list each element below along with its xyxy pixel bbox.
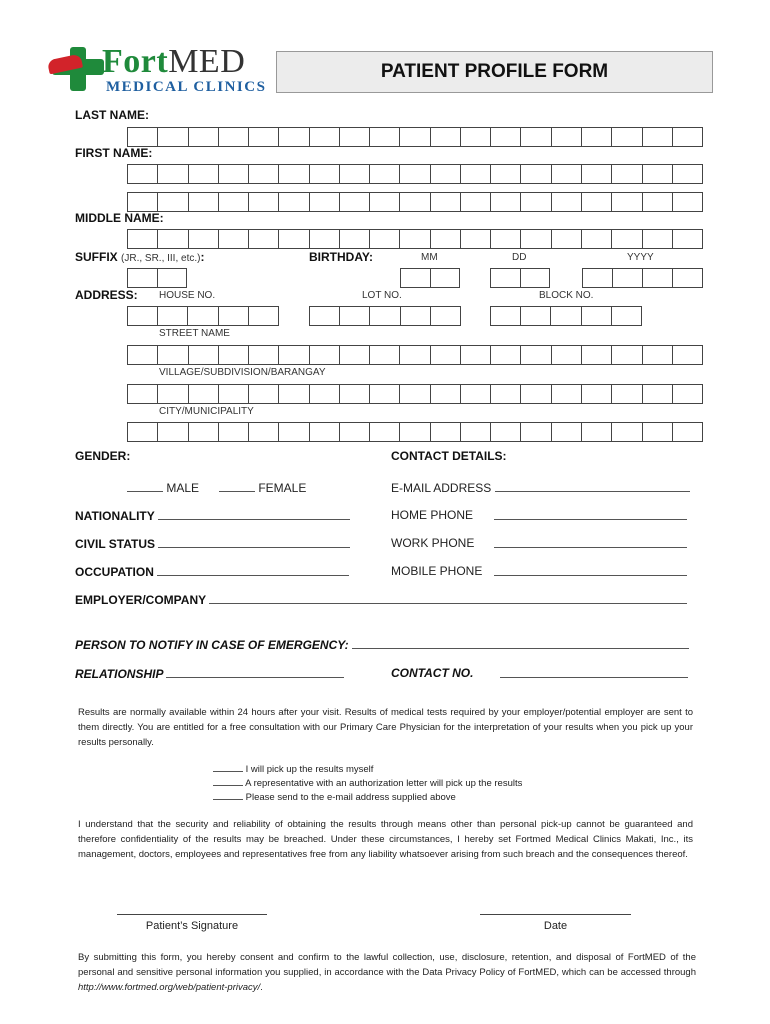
home-phone-line[interactable] (494, 508, 687, 520)
char-box[interactable] (158, 230, 188, 248)
char-box[interactable] (461, 165, 491, 183)
female-option[interactable]: FEMALE (219, 480, 306, 495)
char-box[interactable] (552, 230, 582, 248)
char-box[interactable] (431, 193, 461, 211)
results-paragraph: Results are normally available within 24 hours after your visit. Results of medical tests required by your employer/potential employer are sent to them directly. You are entitled for a free consultation with our Primary Care Physician for the interpretation of your results when you pick up your results personally. (78, 707, 693, 748)
char-box[interactable] (340, 165, 370, 183)
char-box[interactable] (340, 230, 370, 248)
block-no-boxes[interactable] (490, 306, 642, 326)
char-box[interactable] (128, 269, 158, 287)
char-box[interactable] (189, 165, 219, 183)
char-box[interactable] (673, 128, 702, 146)
work-phone-label: WORK PHONE (391, 536, 475, 550)
char-box[interactable] (249, 128, 279, 146)
char-box[interactable] (249, 307, 278, 325)
char-box[interactable] (612, 385, 642, 403)
char-box[interactable] (491, 385, 521, 403)
char-box[interactable] (431, 165, 461, 183)
male-option[interactable]: MALE (127, 480, 199, 495)
brand-name: FortMED (102, 43, 246, 80)
char-box[interactable] (401, 269, 431, 287)
char-box[interactable] (521, 385, 551, 403)
char-box[interactable] (552, 165, 582, 183)
char-box[interactable] (189, 346, 219, 364)
char-box[interactable] (189, 423, 219, 441)
house-no-boxes[interactable] (127, 306, 279, 326)
char-box[interactable] (582, 230, 612, 248)
char-box[interactable] (673, 423, 702, 441)
char-box[interactable] (219, 230, 249, 248)
char-box[interactable] (310, 423, 340, 441)
char-box[interactable] (310, 193, 340, 211)
char-box[interactable] (612, 346, 642, 364)
char-box[interactable] (612, 165, 642, 183)
char-box[interactable] (521, 128, 551, 146)
date-label: Date (543, 920, 568, 932)
char-box[interactable] (370, 165, 400, 183)
city-label: CITY/MUNICIPALITY (159, 406, 254, 417)
char-box[interactable] (552, 423, 582, 441)
char-box[interactable] (340, 346, 370, 364)
char-box[interactable] (582, 346, 612, 364)
char-box[interactable] (521, 193, 551, 211)
middle-name-boxes[interactable] (127, 229, 703, 249)
char-box[interactable] (189, 128, 219, 146)
char-box[interactable] (613, 269, 643, 287)
char-box[interactable] (128, 423, 158, 441)
block-no-label: BLOCK NO. (539, 290, 594, 301)
char-box[interactable] (158, 385, 188, 403)
char-box[interactable] (158, 307, 188, 325)
char-box[interactable] (340, 307, 370, 325)
char-box[interactable] (310, 346, 340, 364)
char-box[interactable] (491, 269, 521, 287)
char-box[interactable] (673, 165, 702, 183)
char-box[interactable] (219, 346, 249, 364)
suffix-boxes[interactable] (127, 268, 187, 288)
char-box[interactable] (370, 230, 400, 248)
char-box[interactable] (582, 307, 612, 325)
char-box[interactable] (128, 385, 158, 403)
char-box[interactable] (582, 165, 612, 183)
char-box[interactable] (340, 385, 370, 403)
char-box[interactable] (310, 230, 340, 248)
first-name-boxes-2[interactable] (127, 192, 703, 212)
lot-no-boxes[interactable] (309, 306, 461, 326)
char-box[interactable] (673, 346, 702, 364)
char-box[interactable] (491, 346, 521, 364)
char-box[interactable] (583, 269, 613, 287)
char-box[interactable] (643, 193, 673, 211)
pickup-option-myself[interactable]: I will pick up the results myself (213, 762, 373, 775)
char-box[interactable] (279, 165, 309, 183)
char-box[interactable] (279, 385, 309, 403)
pickup-option-representative[interactable]: A representative with an authorization letter will pick up the results (213, 776, 522, 789)
contact-no-line[interactable] (500, 666, 688, 678)
patient-signature-line[interactable] (117, 914, 267, 915)
char-box[interactable] (158, 193, 188, 211)
occupation-field[interactable]: OCCUPATION (75, 564, 349, 579)
char-box[interactable] (400, 230, 430, 248)
char-box[interactable] (279, 346, 309, 364)
char-box[interactable] (461, 128, 491, 146)
char-box[interactable] (279, 230, 309, 248)
char-box[interactable] (431, 269, 460, 287)
char-box[interactable] (521, 423, 551, 441)
char-box[interactable] (158, 128, 188, 146)
char-box[interactable] (310, 128, 340, 146)
char-box[interactable] (128, 193, 158, 211)
char-box[interactable] (521, 346, 551, 364)
char-box[interactable] (521, 307, 551, 325)
mobile-phone-label: MOBILE PHONE (391, 564, 483, 578)
birthday-mm-boxes[interactable] (400, 268, 460, 288)
lot-no-label: LOT NO. (362, 290, 402, 301)
char-box[interactable] (643, 165, 673, 183)
char-box[interactable] (643, 269, 673, 287)
char-box[interactable] (521, 165, 551, 183)
address-label: ADDRESS: (75, 288, 138, 302)
gender-label: GENDER: (75, 449, 131, 463)
char-box[interactable] (279, 128, 309, 146)
home-phone-label: HOME PHONE (391, 508, 474, 522)
birthday-label: BIRTHDAY: (309, 250, 374, 264)
char-box[interactable] (551, 307, 581, 325)
char-box[interactable] (431, 423, 461, 441)
city-boxes[interactable] (127, 422, 703, 442)
char-box[interactable] (491, 128, 521, 146)
civil-status-field[interactable]: CIVIL STATUS (75, 536, 350, 551)
char-box[interactable] (249, 230, 279, 248)
char-box[interactable] (582, 193, 612, 211)
char-box[interactable] (158, 269, 187, 287)
dd-label: DD (512, 252, 527, 263)
char-box[interactable] (370, 128, 400, 146)
char-box[interactable] (279, 423, 309, 441)
char-box[interactable] (673, 230, 702, 248)
fortmed-logo (48, 45, 268, 100)
employer-field[interactable]: EMPLOYER/COMPANY (75, 592, 687, 607)
char-box[interactable] (521, 269, 550, 287)
char-box[interactable] (189, 385, 219, 403)
char-box[interactable] (219, 165, 249, 183)
char-box[interactable] (370, 423, 400, 441)
first-name-label: FIRST NAME: (75, 146, 153, 160)
brand-subtitle: MEDICAL CLINICS (106, 79, 267, 95)
suffix-label: SUFFIX (JR., SR., III, etc.): (75, 250, 205, 264)
char-box[interactable] (370, 193, 400, 211)
char-box[interactable] (219, 193, 249, 211)
privacy-link[interactable]: http://www.fortmed.org/web/patient-privacy/ (78, 982, 261, 993)
char-box[interactable] (340, 423, 370, 441)
char-box[interactable] (582, 423, 612, 441)
pickup-option-email[interactable]: Please send to the e-mail address supplied above (213, 790, 456, 803)
middle-name-label: MIDDLE NAME: (75, 211, 164, 225)
street-name-label: STREET NAME (159, 328, 230, 339)
char-box[interactable] (370, 307, 400, 325)
char-box[interactable] (158, 165, 188, 183)
char-box[interactable] (582, 385, 612, 403)
char-box[interactable] (461, 193, 491, 211)
char-box[interactable] (431, 346, 461, 364)
char-box[interactable] (491, 193, 521, 211)
contact-no-label: CONTACT NO. (391, 666, 474, 680)
char-box[interactable] (128, 128, 158, 146)
char-box[interactable] (673, 385, 702, 403)
char-box[interactable] (400, 385, 430, 403)
consent-paragraph: I understand that the security and reliability of obtaining the results through means other than personal pick-up cannot be guaranteed and therefore confidentiality of the results may be breached. Under these circumstances, I hereby set Fortmed Medical Clinics Makati, Inc., its management, doctors, employees and representatives free from any liability whatsoever arising from such breach and the consequences thereof. (78, 819, 693, 860)
char-box[interactable] (189, 193, 219, 211)
char-box[interactable] (643, 346, 673, 364)
relationship-field[interactable]: RELATIONSHIP (75, 666, 344, 681)
char-box[interactable] (643, 385, 673, 403)
mm-label: MM (421, 252, 438, 263)
char-box[interactable] (431, 385, 461, 403)
contact-details-label: CONTACT DETAILS: (391, 449, 507, 463)
char-box[interactable] (400, 346, 430, 364)
char-box[interactable] (189, 230, 219, 248)
char-box[interactable] (461, 423, 491, 441)
birthday-yyyy-boxes[interactable] (582, 268, 703, 288)
village-boxes[interactable] (127, 384, 703, 404)
char-box[interactable] (400, 165, 430, 183)
char-box[interactable] (128, 346, 158, 364)
village-label: VILLAGE/SUBDIVISION/BARANGAY (159, 367, 326, 378)
char-box[interactable] (219, 385, 249, 403)
char-box[interactable] (279, 193, 309, 211)
char-box[interactable] (552, 128, 582, 146)
privacy-paragraph: By submitting this form, you hereby consent and confirm to the lawful collection, use, disclosure, retention, and disposal of FortMED of the personal and sensitive personal information you supplied, in accordance with the Data Privacy Policy of FortMED, which can be accessed through http://www.fortmed.org/web/patient-privacy/. (78, 952, 696, 993)
first-name-boxes-1[interactable] (127, 164, 703, 184)
char-box[interactable] (158, 423, 188, 441)
char-box[interactable] (612, 307, 641, 325)
char-box[interactable] (431, 307, 460, 325)
work-phone-line[interactable] (494, 536, 687, 548)
char-box[interactable] (310, 385, 340, 403)
char-box[interactable] (431, 230, 461, 248)
char-box[interactable] (249, 193, 279, 211)
char-box[interactable] (128, 307, 158, 325)
emergency-contact-field[interactable]: PERSON TO NOTIFY IN CASE OF EMERGENCY: (75, 637, 689, 652)
form-title: PATIENT PROFILE FORM (276, 51, 713, 93)
nationality-field[interactable]: NATIONALITY (75, 508, 350, 523)
char-box[interactable] (400, 128, 430, 146)
mobile-phone-line[interactable] (494, 564, 687, 576)
char-box[interactable] (643, 128, 673, 146)
char-box[interactable] (461, 385, 491, 403)
char-box[interactable] (552, 346, 582, 364)
char-box[interactable] (249, 165, 279, 183)
char-box[interactable] (461, 346, 491, 364)
char-box[interactable] (552, 385, 582, 403)
char-box[interactable] (582, 128, 612, 146)
char-box[interactable] (340, 128, 370, 146)
char-box[interactable] (219, 423, 249, 441)
patient-signature-label: Patient’s Signature (145, 920, 239, 932)
char-box[interactable] (431, 128, 461, 146)
char-box[interactable] (552, 193, 582, 211)
last-name-label: LAST NAME: (75, 108, 149, 122)
char-box[interactable] (128, 230, 158, 248)
char-box[interactable] (370, 385, 400, 403)
house-no-label: HOUSE NO. (159, 290, 216, 301)
char-box[interactable] (158, 346, 188, 364)
char-box[interactable] (673, 193, 702, 211)
char-box[interactable] (612, 423, 642, 441)
char-box[interactable] (643, 423, 673, 441)
char-box[interactable] (612, 230, 642, 248)
char-box[interactable] (401, 307, 431, 325)
char-box[interactable] (249, 385, 279, 403)
char-box[interactable] (188, 307, 218, 325)
birthday-dd-boxes[interactable] (490, 268, 550, 288)
char-box[interactable] (370, 346, 400, 364)
char-box[interactable] (461, 230, 491, 248)
char-box[interactable] (340, 193, 370, 211)
date-line[interactable] (480, 914, 631, 915)
char-box[interactable] (310, 165, 340, 183)
last-name-boxes[interactable] (127, 127, 703, 147)
char-box[interactable] (491, 307, 521, 325)
char-box[interactable] (219, 307, 249, 325)
street-name-boxes[interactable] (127, 345, 703, 365)
char-box[interactable] (128, 165, 158, 183)
char-box[interactable] (673, 269, 702, 287)
char-box[interactable] (400, 193, 430, 211)
char-box[interactable] (219, 128, 249, 146)
char-box[interactable] (310, 307, 340, 325)
char-box[interactable] (491, 230, 521, 248)
char-box[interactable] (249, 346, 279, 364)
char-box[interactable] (612, 128, 642, 146)
char-box[interactable] (400, 423, 430, 441)
char-box[interactable] (249, 423, 279, 441)
email-field[interactable]: E-MAIL ADDRESS (391, 480, 690, 495)
char-box[interactable] (612, 193, 642, 211)
char-box[interactable] (491, 165, 521, 183)
char-box[interactable] (643, 230, 673, 248)
char-box[interactable] (521, 230, 551, 248)
yyyy-label: YYYY (627, 252, 654, 263)
char-box[interactable] (491, 423, 521, 441)
